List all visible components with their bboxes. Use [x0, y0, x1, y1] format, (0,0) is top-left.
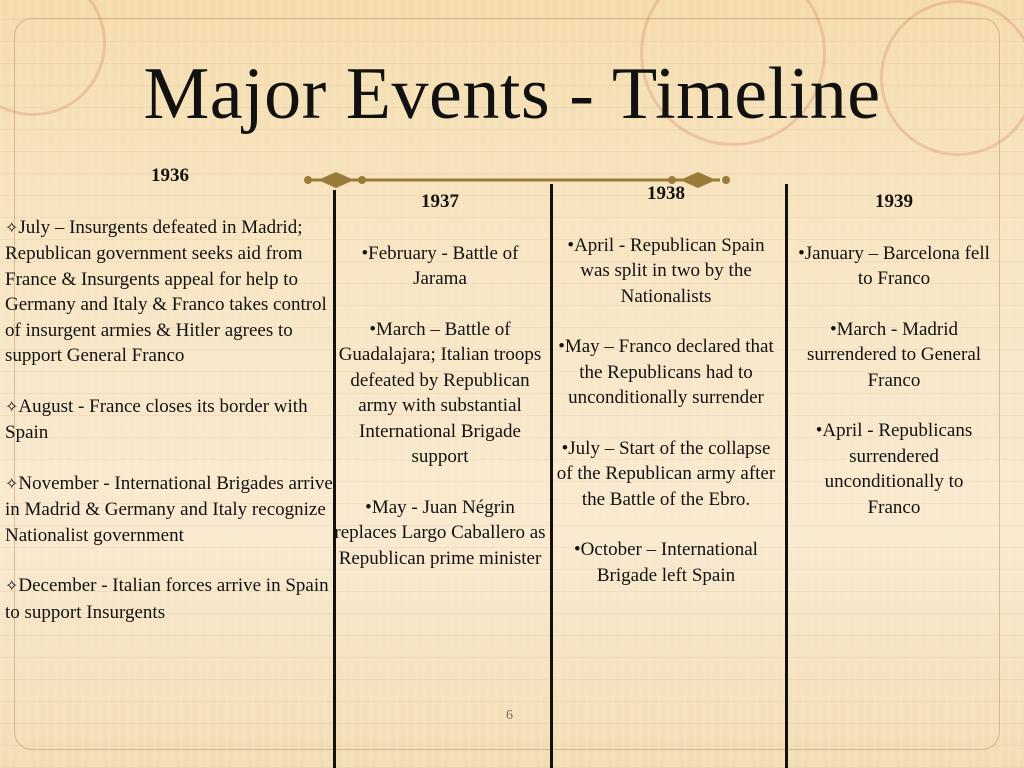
event-item: •February - Battle of Jarama — [361, 242, 519, 289]
event-item: •March - Madrid surrendered to General Franco — [806, 318, 982, 391]
event-item: ✧August - France closes its border with Spain — [5, 395, 308, 443]
year-heading: 1938 — [647, 183, 685, 204]
four-pointed-star-icon: ✧ — [5, 219, 19, 237]
slide-title: Major Events - Timeline — [143, 53, 881, 135]
event-item: •April - Republican Spain was split in two by the Nationalists — [567, 234, 765, 307]
event-item: •May – Franco declared that the Republicans had to unconditionally surrender — [558, 336, 774, 408]
column-divider — [785, 184, 788, 768]
column-divider — [550, 184, 553, 768]
year-column-1937 — [334, 189, 546, 571]
event-item: •April - Republicans surrendered unconditionally to Franco — [815, 420, 973, 518]
four-pointed-star-icon: ✧ — [5, 578, 19, 595]
page-number: 6 — [506, 708, 513, 723]
event-item: •October – International Brigade left Spain — [574, 539, 758, 586]
event-item: •July – Start of the collapse of the Republican army after the Battle of the Ebro. — [556, 437, 776, 510]
event-item: •January – Barcelona fell to Franco — [798, 242, 990, 289]
event-item: ✧December - Italian forces arrive in Spain to support Insurgents — [5, 575, 329, 623]
year-heading: 1937 — [421, 191, 459, 212]
year-column-1939 — [796, 189, 992, 520]
event-item: •March – Battle of Guadalajara; Italian troops defeated by Republican army with substantial International Brigade support — [338, 318, 542, 467]
year-column-1936 — [5, 163, 335, 625]
event-item: •May - Juan Négrin replaces Largo Caballero as Republican prime minister — [334, 496, 546, 569]
four-pointed-star-icon: ✧ — [5, 475, 19, 493]
four-pointed-star-icon: ✧ — [5, 398, 19, 416]
event-item: ✧November - International Brigades arrive in Madrid & Germany and Italy recognize Nationalist government — [5, 472, 333, 546]
event-item: ✧July – Insurgents defeated in Madrid; Republican government seeks aid from France & Insurgents appeal for help to Germany and Italy & Franco takes control of insurgent armies & Hitler agrees to support General Franco — [5, 216, 327, 366]
year-heading: 1939 — [875, 191, 913, 212]
year-column-1938 — [556, 181, 776, 588]
year-heading: 1936 — [151, 165, 189, 186]
